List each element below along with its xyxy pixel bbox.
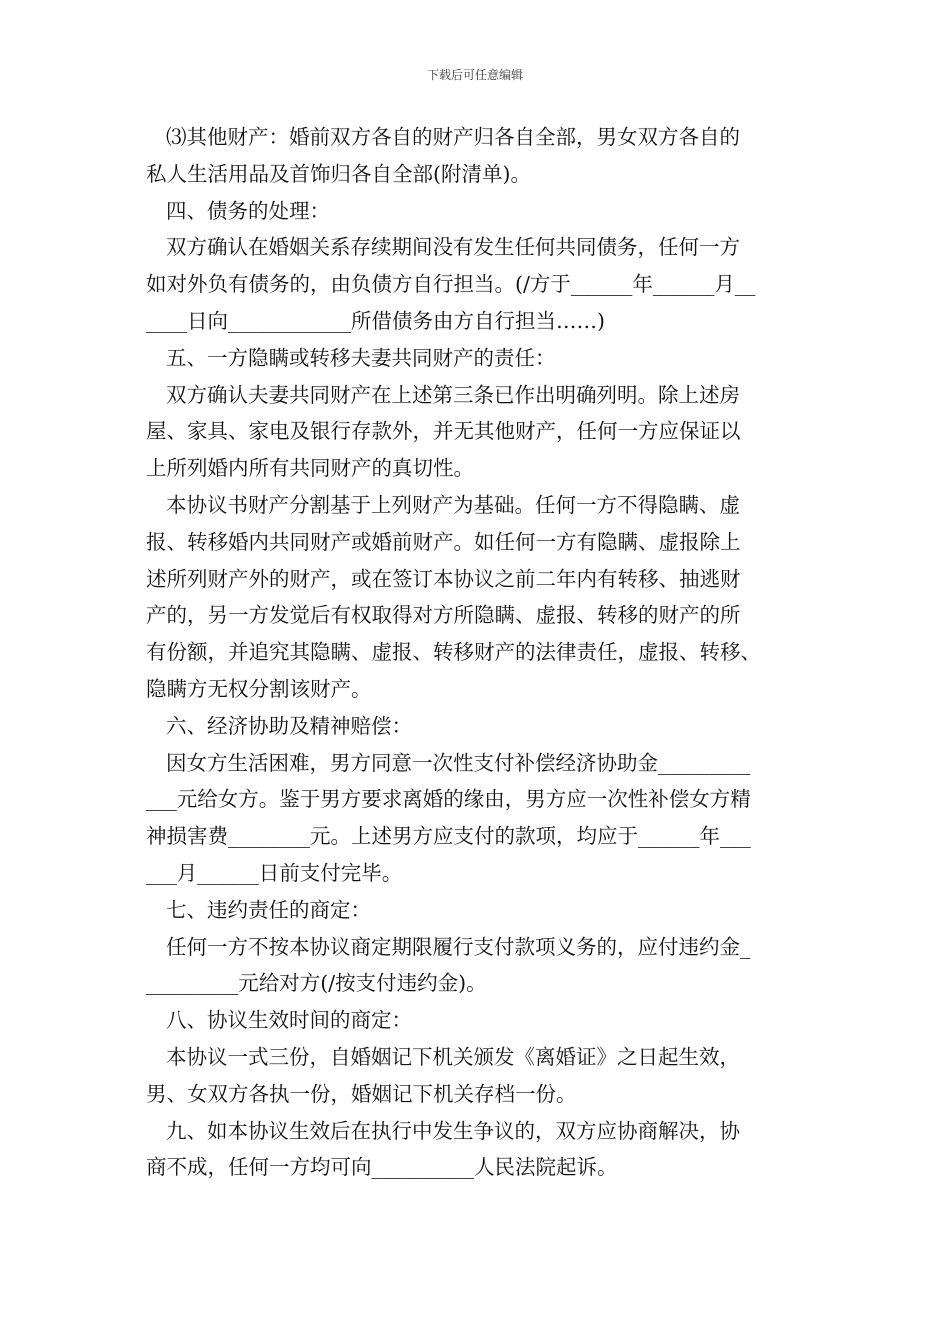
text-line: 上所列婚内所有共同财产的真切性。	[146, 456, 474, 481]
text-line: ⑶其他财产：婚前双方各自的财产归各自全部，男女双方各自的	[166, 125, 740, 149]
text-line: ___元给女方。鉴于男方要求离婚的缘由，男方应一次性补偿女方精	[146, 787, 751, 812]
text-line: ____日向____________所借债务由方自行担当……)	[146, 308, 605, 333]
section-heading: 五、一方隐瞒或转移夫妻共同财产的责任：	[166, 345, 556, 370]
text-line: _________元给对方(/按支付违约金)。	[146, 971, 487, 996]
text-line: 如对外负有债务的，由负债方自行担当。(/方于______年______月__	[146, 272, 756, 297]
text-line: 商不成，任何一方均可向__________人民法院起诉。	[146, 1155, 618, 1180]
text-line: 隐瞒方无权分割该财产。	[146, 676, 372, 701]
text-line: 报、转移婚内共同财产或婚前财产。如任何一方有隐瞒、虚报除上	[146, 529, 741, 554]
text-line: 屋、家具、家电及银行存款外，并无其他财产，任何一方应保证以	[146, 419, 741, 444]
section-heading: 九、如本协议生效后在执行中发生争议的，双方应协商解决，协	[166, 1118, 740, 1143]
text-line: 任何一方不按本协议商定期限履行支付款项义务的，应付违约金_	[166, 934, 751, 959]
text-line: 神损害费________元。上述男方应支付的款项，均应于______年___	[146, 824, 751, 849]
text-line: ___月______日前支付完毕。	[146, 860, 403, 885]
text-line: 本协议书财产分割基于上列财产为基础。任何一方不得隐瞒、虚	[166, 492, 740, 517]
text-line: 有份额，并追究其隐瞒、虚报、转移财产的法律责任，虚报、转移、	[146, 640, 761, 665]
section-heading: 八、协议生效时间的商定：	[166, 1008, 412, 1033]
page-header: 下载后可任意编辑	[426, 68, 523, 82]
section-heading: 七、违约责任的商定：	[166, 897, 371, 922]
section-heading: 四、债务的处理：	[166, 198, 330, 223]
document-body	[146, 119, 806, 1186]
text-line: 产的，另一方发觉后有权取得对方所隐瞒、虚报、转移的财产的所	[146, 603, 741, 628]
text-line: 双方确认夫妻共同财产在上述第三条已作出明确列明。除上述房	[166, 382, 740, 407]
text-line: 男、女双方各执一份，婚姻记下机关存档一份。	[146, 1081, 577, 1106]
text-line: 私人生活用品及首饰归各自全部(附清单)。	[146, 161, 531, 186]
section-heading: 六、经济协助及精神赔偿：	[166, 713, 412, 738]
text-line: 本协议一式三份，自婚姻记下机关颁发《离婚证》之日起生效，	[166, 1044, 740, 1069]
text-line: 双方确认在婚姻关系存续期间没有发生任何共同债务，任何一方	[166, 235, 740, 260]
text-line: 述所列财产外的财产，或在签订本协议之前二年内有转移、抽逃财	[146, 566, 741, 591]
text-line: 因女方生活困难，男方同意一次性支付补偿经济协助金_________	[166, 750, 751, 775]
